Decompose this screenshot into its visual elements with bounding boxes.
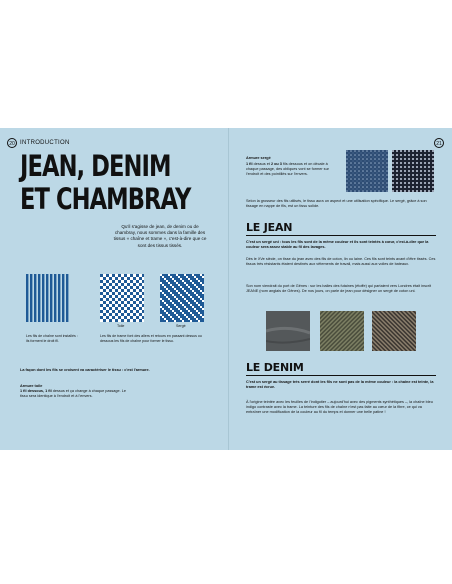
grosseur-text: Selon la grosseur des fils utilisés, le tissu aura un aspect et une utilisation spécifique. Le sergé, grâce à son tissage en nappe de fils, est un tissu solide. [246,199,427,208]
serge-text: 1 fil dessus et 2 ou 3 fils dessous et on décale à chaque passage, des obliques vont se former sur l'endroit et des pointillés sur l'envers. [246,162,329,176]
jean-lead: C'est un sergé uni : tous les fils sont de la même couleur et ils sont teintés à cœur, c'est-à-dire que la couleur sera assez stable au fil des lavages. [246,240,429,249]
intro-paragraph: Qu'il s'agisse de jean, de denim ou de chambray, nous sommes dans la famille des tissus « chaîne et trame », c'est-à-dire que ce sont des tissus tissés. [113,224,207,248]
denim-lead: C'est un sergé au tissage très serré dont les fils ne sont pas de la même couleur : la chaîne est teinte, la trame est écrue. [246,380,434,389]
jean-paragraph-2: Son nom viendrait du port de Gênes : sur les balles des futaines (étoffe) qui partaient vers Londres était inscrit JEANE (nom anglais de Gênes). De nos jours, on parle de jean pour désigner un sergé de coton uni. [246,284,432,293]
toile-text: 1 fil dessous, 1 fil dessus et ça change à chaque passage. Le tissu sera identique à l'endroit et à l'envers. [20,389,126,398]
jean-fabric-photo-grey [266,311,310,351]
label-toile: Toile [117,324,125,328]
denim-rule [246,375,436,376]
jean-paragraph-1: Dès le XVe siècle, on tisse du jean avec des fils de coton, lin ou laine. Ces fils sont teints avant d'être tissés. Ces tissus très résistants étaient destinés aux vêtements de travail, mais aussi aux voiles de bateaux. [246,257,436,266]
jean-heading: LE JEAN [246,221,293,234]
warp-threads-illustration [25,274,69,322]
title-line-1: JEAN, DENIM [20,149,171,183]
jean-fabric-photo-olive [320,311,364,351]
serge-heading: Armure sergé [246,156,271,160]
left-page-number: 20 [7,138,17,148]
denim-heading: LE DENIM [246,361,304,374]
toile-heading: Armure toile [20,384,43,388]
armure-statement: La façon dont les fils se croisent va caractériser le tissu : c'est l'armure. [20,368,150,372]
plain-weave-illustration [100,274,144,322]
caption-weft: Les fils de trame font des allers et retours en passant dessus ou dessous les fils de chaîne pour former le tissu. [100,334,202,343]
jean-rule [246,235,436,236]
jean-fabric-photo-brown [372,311,416,351]
twill-back-swatch [392,150,434,192]
twill-front-swatch [346,150,388,192]
page-gutter [228,128,229,450]
twill-weave-illustration [160,274,204,322]
caption-warp: Les fils de chaîne sont installés : ils forment le droit fil. [26,334,78,343]
title-line-2: ET CHAMBRAY [20,182,191,216]
right-page-number: 21 [434,138,444,148]
label-serge: Sergé [176,324,186,328]
section-header: INTRODUCTION [20,140,70,146]
denim-paragraph-1: À l'origine teintée avec les feuilles de l'indigotier – aujourd'hui avec des pigments synthétiques –, la chaîne bleu indigo contraste avec la trame. La teinture des fils de chaîne n'est pas faite au cœur de la fibre, ce qui va entraîner une modification de la couleur au fil du temps et donner une belle patine ! [246,400,433,414]
